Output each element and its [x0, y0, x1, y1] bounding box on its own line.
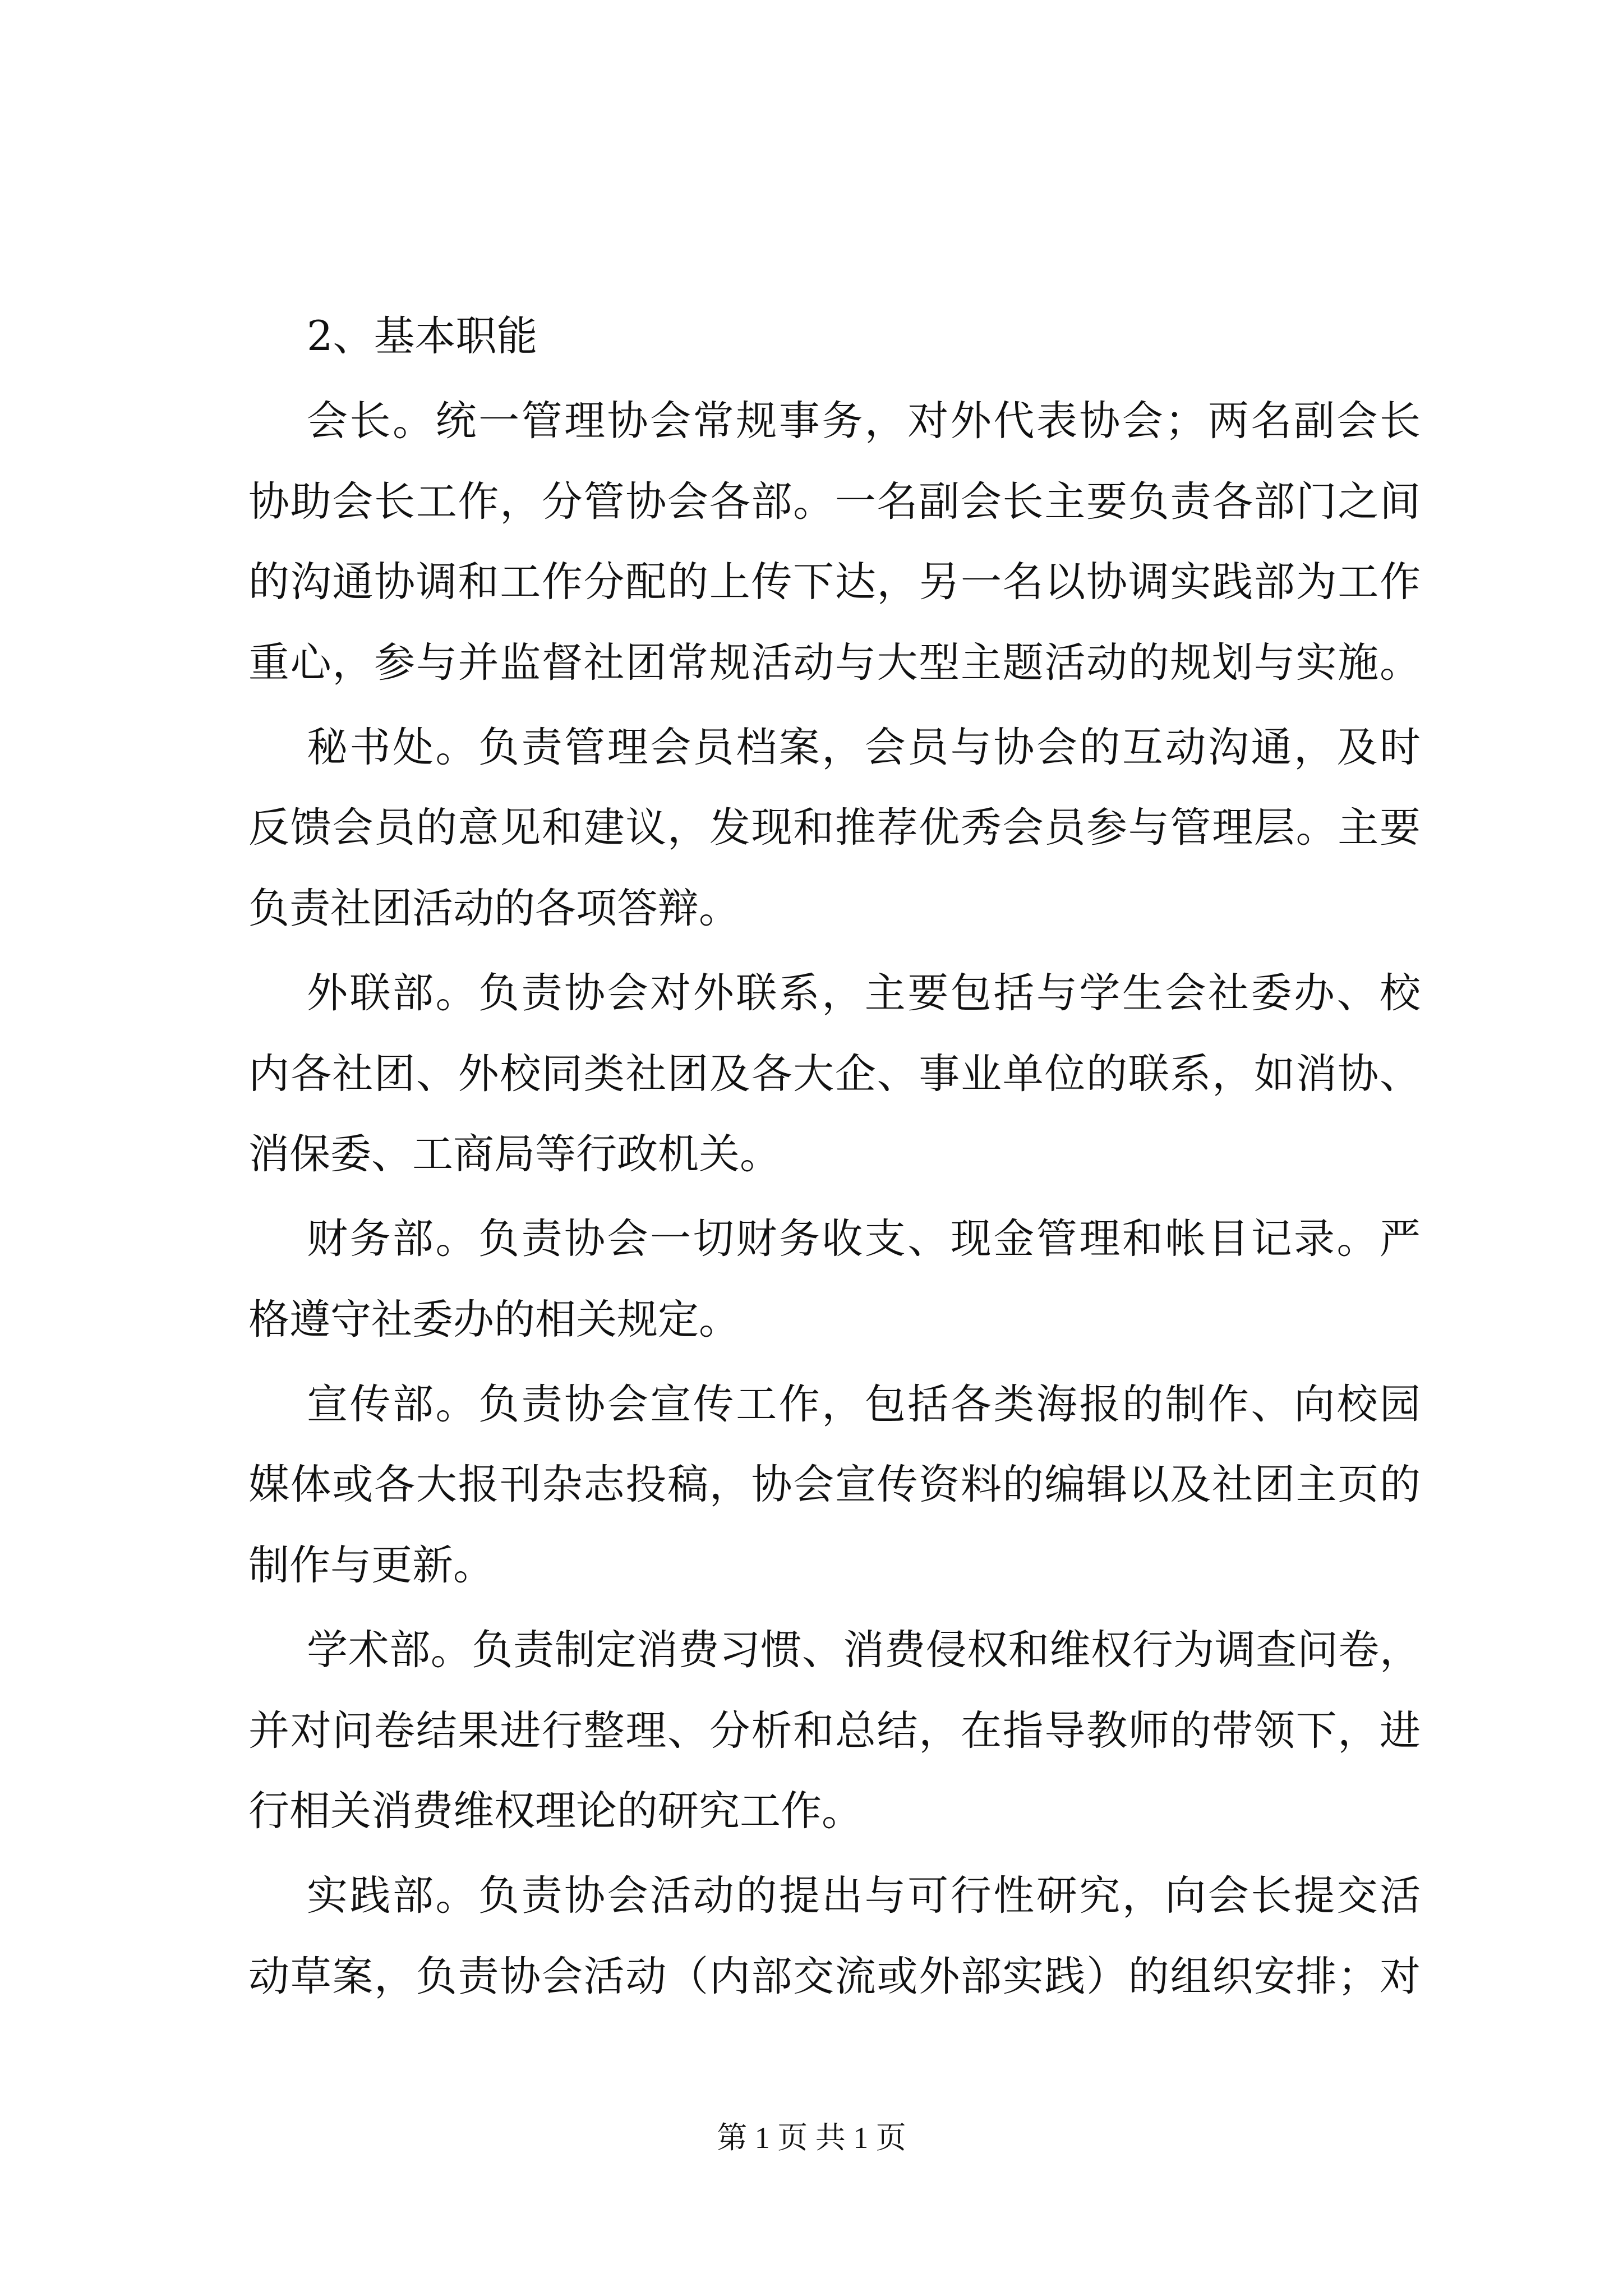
paragraph-line: 格遵守社委办的相关规定。	[248, 1295, 740, 1343]
page-number-total: 1	[853, 2121, 869, 2155]
paragraph-line: 实践部。负责协会活动的提出与可行性研究，向会长提交活	[307, 1872, 1421, 1920]
paragraph-line: 消保委、工商局等行政机关。	[248, 1130, 781, 1178]
paragraph-line: 的沟通协调和工作分配的上传下达，另一名以协调实践部为工作	[248, 558, 1421, 606]
paragraph-line: 反馈会员的意见和建议，发现和推荐优秀会员参与管理层。主要	[248, 804, 1421, 852]
paragraph-line: 负责社团活动的各项答辩。	[248, 884, 740, 932]
paragraph-finance	[248, 1199, 1421, 1360]
page-number-current: 1	[754, 2121, 770, 2155]
section-heading: 2、基本职能	[307, 312, 538, 360]
page-label-prefix: 第	[717, 2121, 748, 2155]
paragraph-line: 制作与更新。	[248, 1541, 494, 1589]
page-label-middle: 页 共	[777, 2121, 846, 2155]
paragraph-line: 重心，参与并监督社团常规活动与大型主题活动的规划与实施。	[248, 638, 1421, 687]
paragraph-line: 财务部。负责协会一切财务收支、现金管理和帐目记录。严	[307, 1215, 1421, 1263]
paragraph-line: 会长。统一管理协会常规事务，对外代表协会；两名副会长	[307, 397, 1421, 445]
paragraph-practice	[248, 1856, 1421, 2017]
paragraph-president	[248, 381, 1421, 703]
paragraph-external-relations	[248, 953, 1421, 1194]
paragraph-line: 宣传部。负责协会宣传工作，包括各类海报的制作、向校园	[307, 1381, 1421, 1429]
paragraph-line: 内各社团、外校同类社团及各大企、事业单位的联系，如消协、	[248, 1050, 1421, 1098]
page-footer	[0, 2118, 1623, 2157]
paragraph-line: 动草案，负责协会活动（内部交流或外部实践）的组织安排；对	[248, 1952, 1421, 2000]
paragraph-line: 秘书处。负责管理会员档案，会员与协会的互动沟通，及时	[307, 723, 1421, 771]
paragraph-line: 行相关消费维权理论的研究工作。	[248, 1787, 863, 1835]
paragraph-line: 并对问卷结果进行整理、分析和总结，在指导教师的带领下，进	[248, 1706, 1421, 1755]
paragraph-line: 媒体或各大报刊杂志投稿，协会宣传资料的编辑以及社团主页的	[248, 1461, 1421, 1509]
paragraph-secretariat	[248, 707, 1421, 949]
page-label-suffix: 页	[875, 2121, 906, 2155]
document-body	[248, 296, 1421, 2017]
paragraph-line: 外联部。负责协会对外联系，主要包括与学生会社委办、校	[307, 969, 1421, 1018]
paragraph-line: 协助会长工作，分管协会各部。一名副会长主要负责各部门之间	[248, 477, 1421, 526]
paragraph-academic	[248, 1610, 1421, 1851]
paragraph-publicity	[248, 1364, 1421, 1605]
paragraph-line: 学术部。负责制定消费习惯、消费侵权和维权行为调查问卷，	[307, 1626, 1421, 1674]
